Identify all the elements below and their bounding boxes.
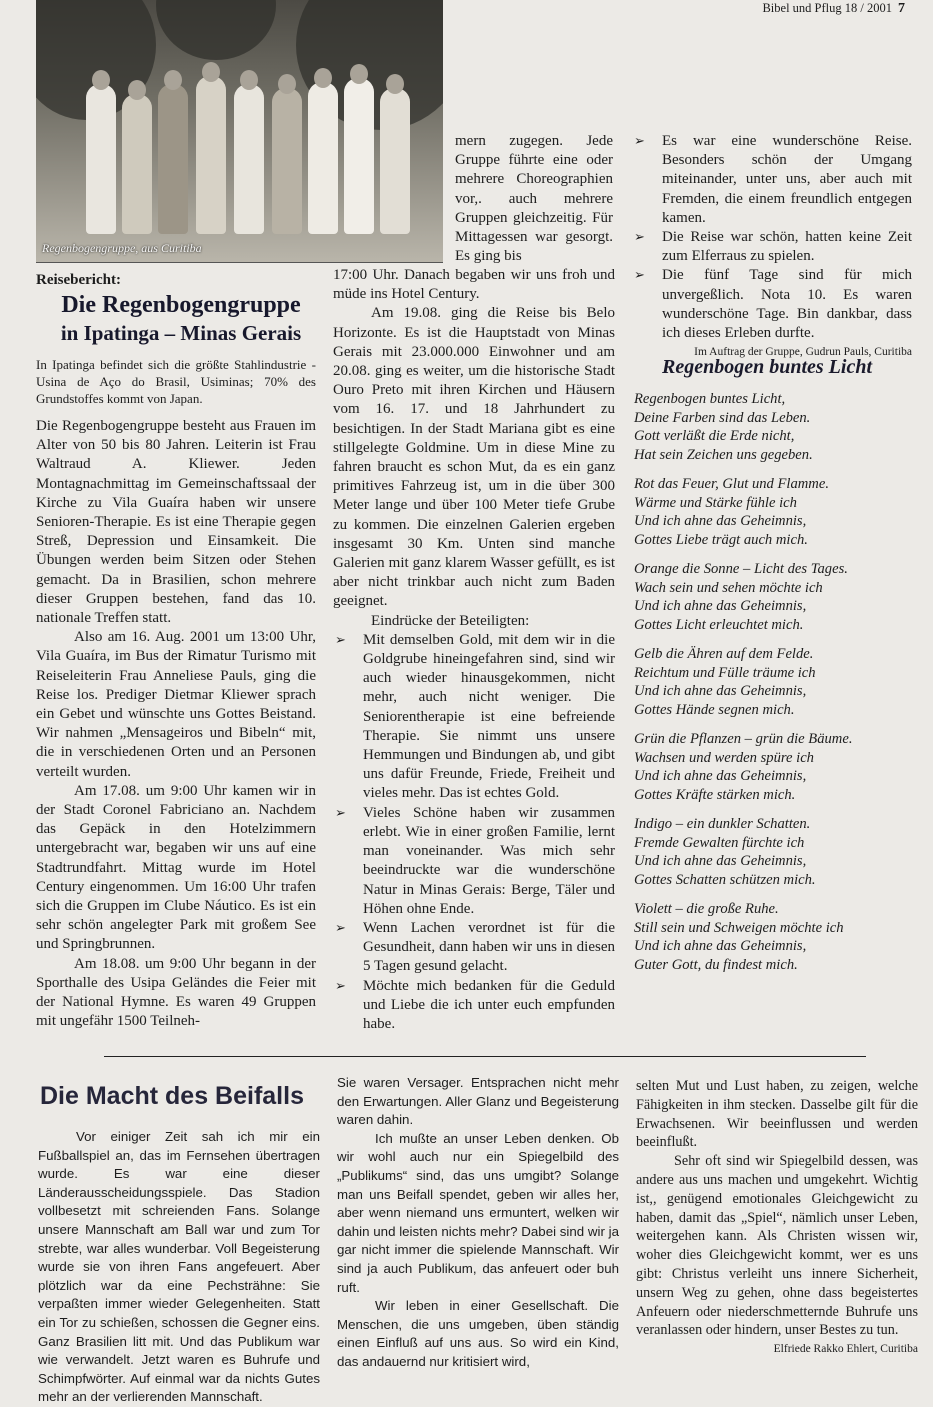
paragraph: Eindrücke der Beteiligten: [371,612,530,629]
paragraph: Ich mußte an unser Leben denken. Ob wir wohl auch nur ein Spiegelbild des „Publikums“ sind, das uns umgibt? Solange man uns Beifall spendet, geben wir alles her, aber wenn niemand uns ermuntert, welken wir dahin und leisten nichts mehr? Dabei sind wir ja gar nicht immer die spielende Mannschaft. Wir sind ja auch Publikum, das anfeuert oder buh ruft. [337,1130,619,1295]
article-lead: In Ipatinga befindet sich die größte Stahlindustrie - Usina de Aço do Brasil, Usiminas; 70% des Grundstoffes kommt von Japan. [36,357,316,406]
article2-column-3 [636,1077,918,1359]
paragraph: 17:00 Uhr. Danach begaben wir uns froh und müde ins Hotel Century. [333,267,615,303]
paragraph: Sehr oft sind wir Spiegelbild dessen, was andere aus uns machen und umgekehrt. Wichtig ist,, genügend emotionales Gleichgewicht zu haben, damit das „Spiel“, nämlich unser Leben, weitergehen kann. Als Christen wissen wir, woher dies Gleichgewicht kommt, wer es uns gibt: Christus verleiht uns innere Sicherheit, unsern Weg zu gehen, ohne dass begeistertes Anfeuern oder niederschmetternde Buhrufe uns veranlassen oder hindern, unser Bestes zu tun. [636,1153,918,1339]
paragraph: mern zugegen. Jede Gruppe führte eine oder mehrere Choreographien vor,. auch mehrere Gruppen gleichzeitig. Für Mittagessen war gesorgt. Es ging bis [455,133,613,265]
poem-line: Gottes Schatten schützen mich. [634,871,816,888]
article1-column-2 [333,266,615,1034]
poem-stanza [634,815,914,889]
poem-stanza [634,475,914,549]
poem-stanza [634,645,914,719]
article2-column-1 [38,1128,320,1407]
article-subtitle: in Ipatinga – Minas Gerais [60,321,302,345]
poem-title: Regenbogen buntes Licht [661,356,872,378]
article-title: Die Regenbogengruppe [61,292,301,318]
page-header [762,1,905,17]
poem-line: Und ich ahne das Geheimnis, [634,938,807,954]
poem-line: Deine Farben sind das Leben. [634,409,811,426]
poem-line: Hat sein Zeichen uns gegeben. [634,446,813,463]
poem-line: Wachsen und werden spüre ich [634,749,814,766]
impression-bullet: ➢ Die Reise war schön, hatten keine Zeit zum Elferraus zu spielen. [632,228,912,266]
poem-line: Gottes Licht erleuchtet mich. [634,616,804,633]
paragraph: selten Mut und Lust haben, zu zeigen, welche Fähigkeiten in ihm stecken. Dasselbe gilt für die Erwachsenen. Wir beeinflussen und werden beeinflußt. [636,1078,918,1151]
paragraph: Am 17.08. um 9:00 Uhr kamen wir in der Stadt Coronel Fabriciano an. Nachdem das Gepäck in den Hotelzimmern untergebracht war, begaben wir uns auf eine Stadtrundfahrt. Mittag wurde im Hotel Century eingenommen. Um 16:00 Uhr trafen sich die Gruppen im Clube Náutico. Es ist ein sehr schön angelegter Park mit großem See und Springbrunnen. [36,782,316,953]
paragraph: Vor einiger Zeit sah ich mir ein Fußballspiel an, das im Fernsehen übertragen wurde. Es war eine dieser Länderausscheidungsspiele. Das Stadion vollbesetzt mit schreienden Fans. Solange unsere Mannschaft am Ball war und zum Tor strebte, war alles wunderbar. Voll Begeisterung wurde sie von ihren Fans angefeuert. Aber plötzlich war da eine Pechsträhne: Sie verpaßten immer wieder Gelegenheiten. Statt ein Tor zu schießen, schossen die Gegner eins. Ganz Brasilien litt mit. Und das Publikum war wie verwandelt. Jetzt waren es Buhrufe und Schimpfwörter. Auf einmal war da nichts Gutes mehr an der verlierenden Mannschaft. [38,1129,320,1405]
paragraph: Wir leben in einer Gesellschaft. Die Menschen, die uns umgeben, üben ständig einen Einfluß auf uns aus. So wird ein Kind, das andauernd nur kritisiert wird, [337,1298,619,1369]
impression-bullet: ➢ Mit demselben Gold, mit dem wir in die Goldgrube hineingefahren sind, sind wir auch wieder hinausgekommen, nicht mehr, auch nicht weniger. Die Seniorentherapie ist eine befreiende Therapie. Sie nimmt uns unsere Hemmungen und Bindungen ab, und gibt uns dafür Freunde, Friede, Freiheit und vieles mehr. Das ist echtes Gold. [333,631,615,804]
poem [634,390,914,985]
article-signature: Im Auftrag der Gruppe, Gudrun Pauls, Curitiba [694,346,912,359]
article1-column-1 [36,356,316,1032]
paragraph: Am 18.08. um 9:00 Uhr begann in der Sporthalle des Usipa Geländes die Feier mit der National Hymne. Es waren 49 Gruppen mit ungefähr 1500 Teilneh- [36,955,316,1030]
section-divider [104,1056,866,1057]
paragraph: Die Regenbogengruppe besteht aus Frauen im Alter von 50 bis 80 Jahren. Leiterin ist Frau Waltraud A. Kliewer. Jeden Montagnachmittag im Gemeinschaftssaal der Kirche zu Vila Guaíra haben wir unsere Senioren-Therapie. Es ist eine Therapie gegen Streß, Depression und Einsamkeit. Die Übungen werden beim Sitzen oder Stehen gemacht. Da in Brasilien, schon mehrere dieser Gruppen bestehen, fand das 10. nationale Treffen statt. [36,418,316,627]
poem-line: Gottes Liebe trägt auch mich. [634,531,808,548]
impression-bullet: ➢ Die fünf Tage sind für mich unvergeßlich. Nota 10. Es waren wunderschöne Tage. Bin dankbar, dass ich dieses Erleben durfte. [632,266,912,343]
paragraph: Am 19.08. ging die Reise bis Belo Horizonte. Es ist die Hauptstadt von Minas Gerais mit 23.000.000 Einwohner und am 20.08. ging es weiter, um die historische Stadt Ouro Preto mit ihren Kirchen und Häusern vom 16. 17. und 18 Jahrhundert zu besichtigen. In der Stadt Mariana gibt es eine stillgelegte Goldmine. Um in diese Mine zu fahren braucht es schon Mut, da es ein ganz primitives Fahrzeug ist, um in die über 300 Meter lange und über 100 Meter tiefe Grube zu kommen. Die einzelnen Galerien ergeben insgesamt 30 Km. Unten sind manche Galerien mit ganz klarem Wasser gefüllt, es ist aber nicht trinkbar auch nicht zum Baden geeignet. [333,305,615,610]
article2-column-2 [337,1074,619,1372]
poem-line: Gott verläßt die Erde nicht, [634,428,795,444]
poem-stanza [634,390,914,464]
publication-info: Bibel und Pflug 18 / 2001 [762,1,892,15]
article1-column-2-top [455,132,613,266]
poem-line: Und ich ahne das Geheimnis, [634,513,807,529]
photo-caption: Regenbogengruppe, aus Curitiba [42,241,202,255]
poem-line: Reichtum und Fülle träume ich [634,664,816,681]
poem-line: Indigo – ein dunkler Schatten. [634,816,811,832]
poem-line: Regenbogen buntes Licht, [634,391,786,407]
poem-line: Grün die Pflanzen – grün die Bäume. [634,731,853,747]
page-number: 7 [898,1,905,16]
impression-bullet: ➢ Vieles Schöne haben wir zusammen erlebt. Wie in einer großen Familie, lernt man voneinander. Was mich sehr beeindruckte war die wunderschöne Natur in Minas Gerais: Berge, Täler und Höhen ohne Ende. [333,804,615,919]
article2-title: Die Macht des Beifalls [40,1082,304,1110]
poem-line: Guter Gott, du findest mich. [634,956,798,973]
paragraph: Also am 16. Aug. 2001 um 13:00 Uhr, Vila Guaíra, im Bus der Rimatur Turismo mit Reiseleiterin Frau Anneliese Pauls, ging die Reise los. Prediger Dietmar Kliewer sprach ein Gebet und wünschte uns Gottes Beistand. Wir nahmen „Mensageiros und Bibeln“ mit, die in verschiedenen Orten und an Personen verteilt wurden. [36,629,316,780]
impression-bullet: ➢ Wenn Lachen verordnet ist für die Gesundheit, dann haben wir uns in diesen 5 Tagen gesund gelacht. [333,919,615,977]
poem-line: Rot das Feuer, Glut und Flamme. [634,476,829,492]
poem-line: Orange die Sonne – Licht des Tages. [634,561,848,577]
poem-line: Still sein und Schweigen möchte ich [634,919,844,936]
poem-stanza [634,560,914,634]
paragraph: Sie waren Versager. Entsprachen nicht mehr den Erwartungen. Aller Glanz und Begeisterung waren dahin. [337,1075,619,1128]
poem-line: Violett – die große Ruhe. [634,901,779,917]
poem-line: Wärme und Stärke fühle ich [634,494,797,511]
article2-signature: Elfriede Rakko Ehlert, Curitiba [773,1343,918,1356]
poem-stanza [634,900,914,974]
poem-line: Und ich ahne das Geheimnis, [634,683,807,699]
article1-column-3 [632,132,912,362]
poem-line: Und ich ahne das Geheimnis, [634,768,807,784]
poem-line: Gelb die Ähren auf dem Felde. [634,646,814,662]
poem-line: Gottes Kräfte stärken mich. [634,786,796,803]
article-kicker: Reisebericht: [36,272,121,288]
group-photo [36,0,443,263]
poem-line: Und ich ahne das Geheimnis, [634,853,807,869]
poem-line: Fremde Gewalten fürchte ich [634,834,805,851]
poem-line: Gottes Hände segnen mich. [634,701,795,718]
poem-stanza [634,730,914,804]
impression-bullet: ➢ Möchte mich bedanken für die Geduld und Liebe die ich unter euch empfunden habe. [333,977,615,1035]
poem-line: Wach sein und sehen möchte ich [634,579,823,596]
impression-bullet: ➢ Es war eine wunderschöne Reise. Besonders schön der Umgang miteinander, unter uns, aber auch mit Fremden, die einem freundlich entgegen kamen. [632,132,912,228]
poem-line: Und ich ahne das Geheimnis, [634,598,807,614]
